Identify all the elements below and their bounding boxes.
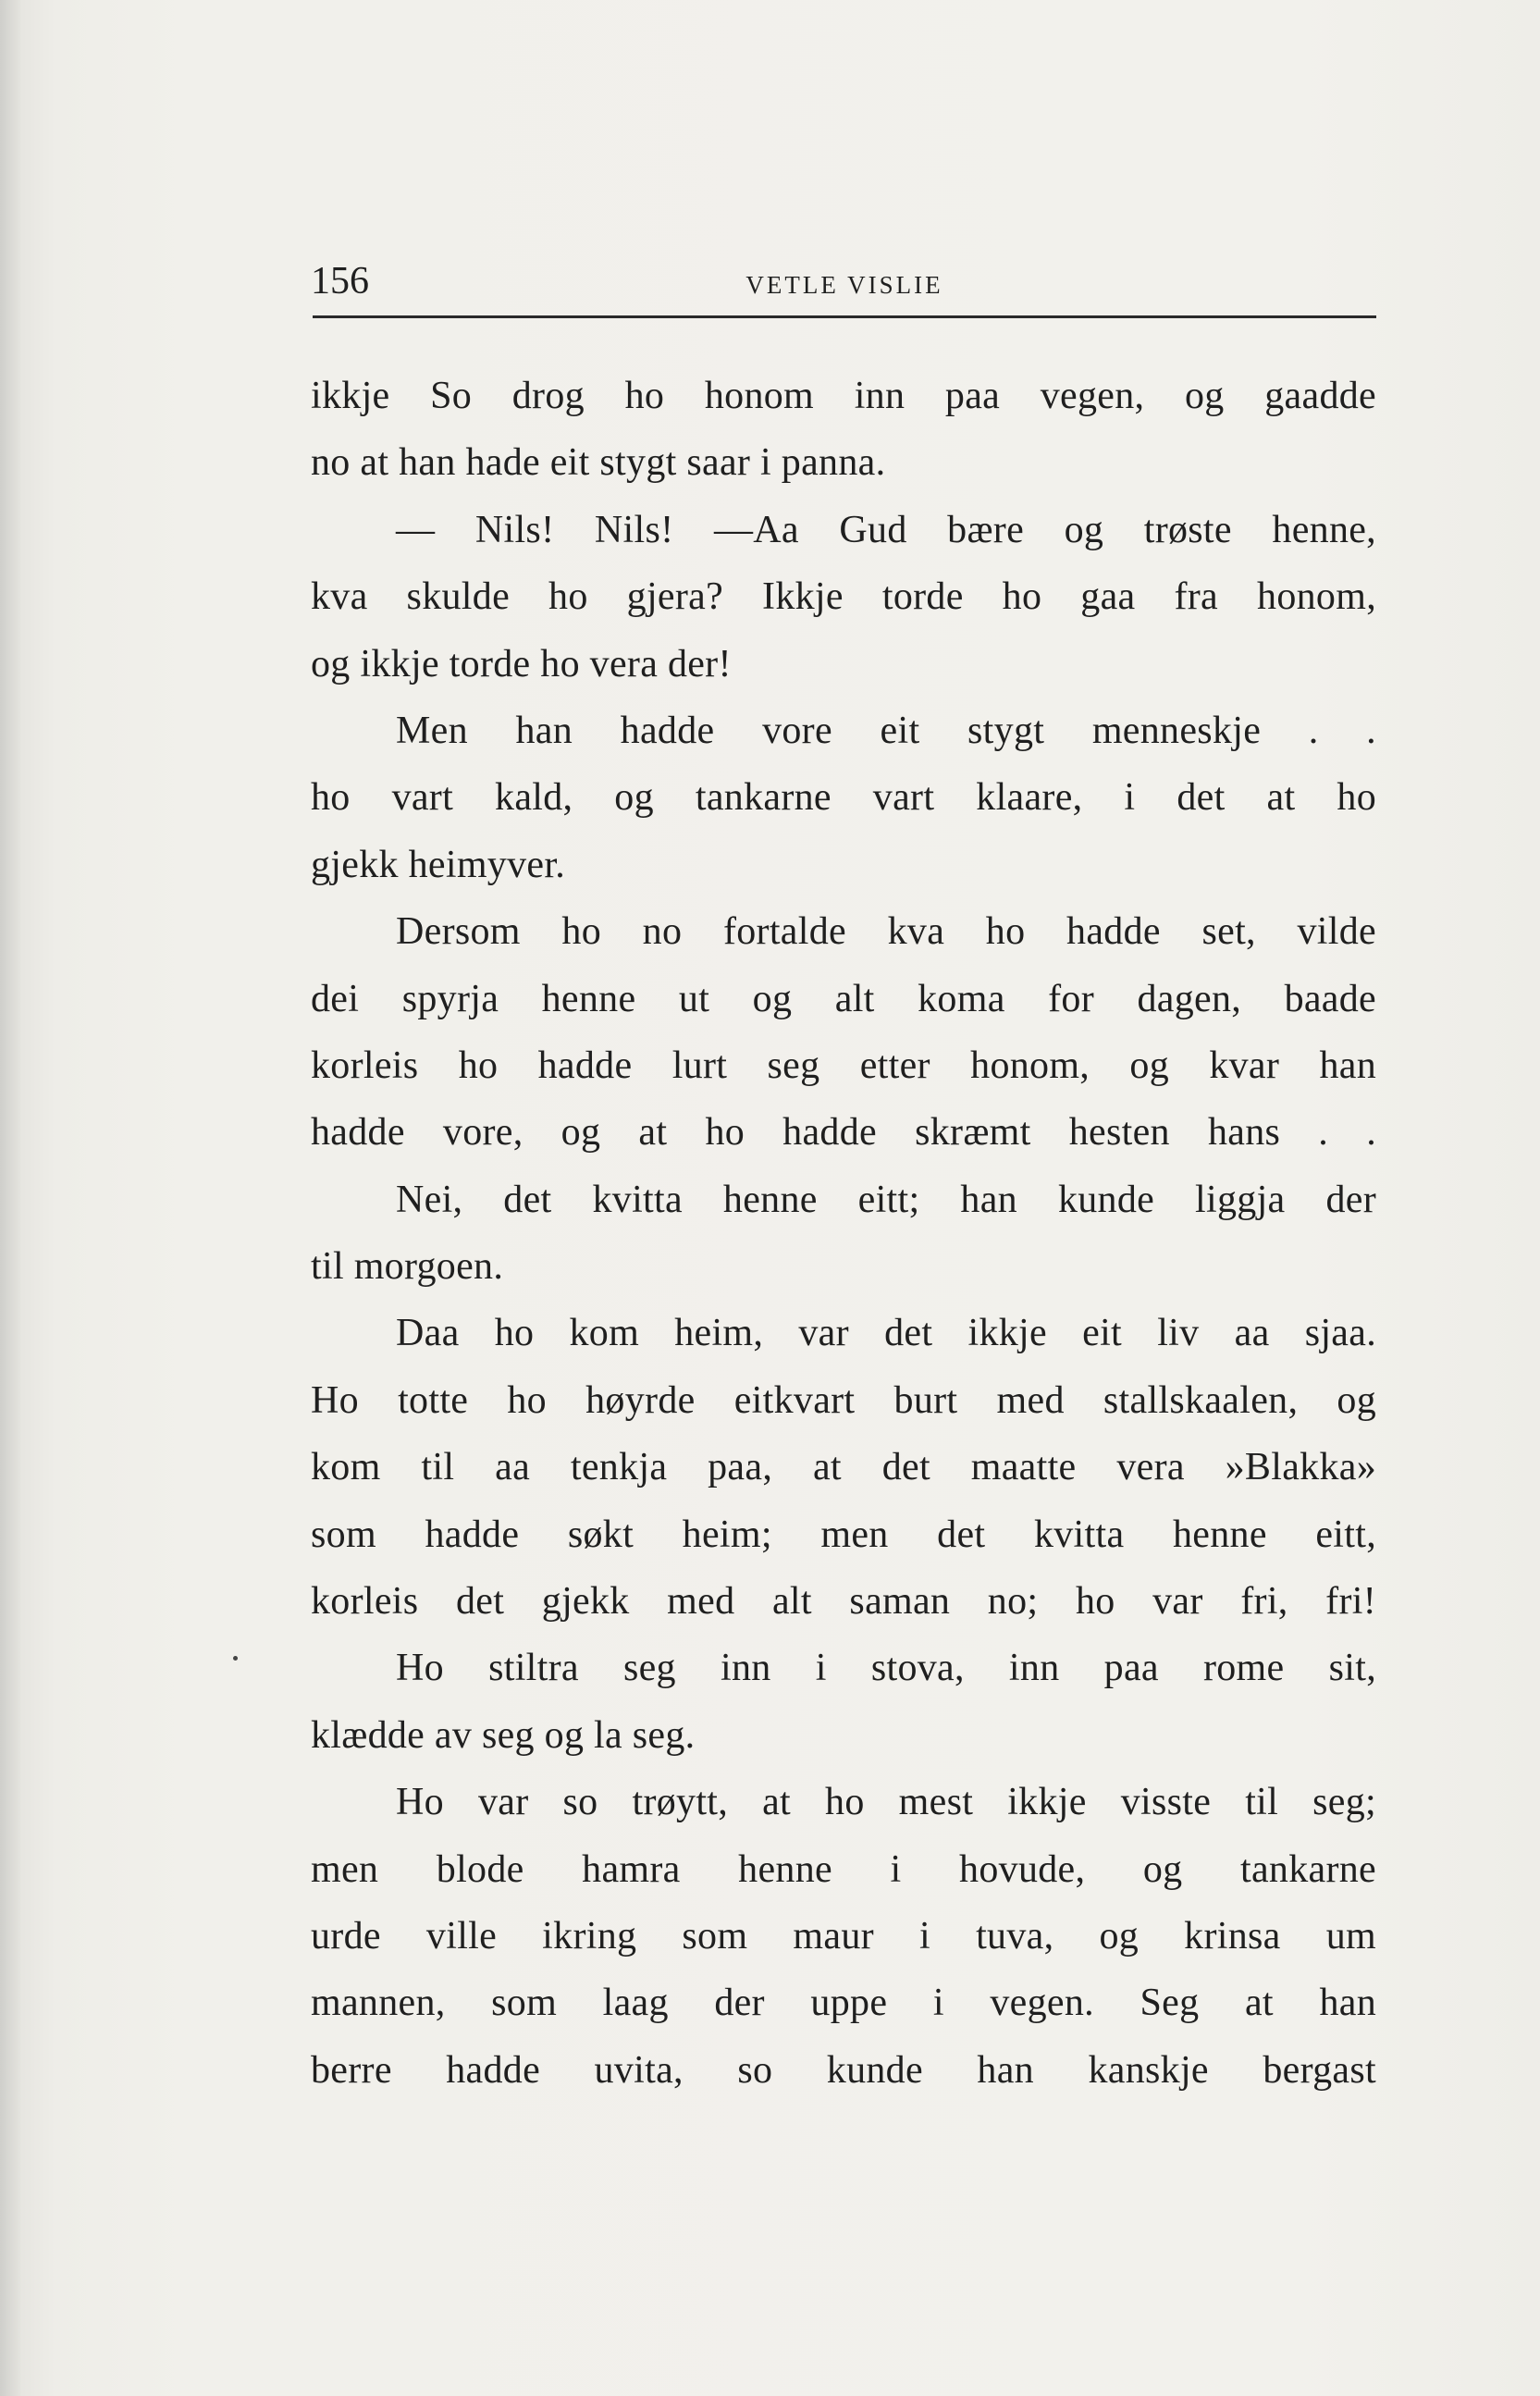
text-line: hadde vore, og at ho hadde skræmt hesten hans . . <box>311 1111 1376 1155</box>
text-line: til morgoen. <box>311 1245 504 1289</box>
text-line: no at han hade eit stygt saar i panna. <box>311 441 886 485</box>
text-line: kom til aa tenkja paa, at det maatte vera »Blakka» <box>311 1446 1376 1489</box>
text-line: Daa ho kom heim, var det ikkje eit liv aa sjaa. <box>396 1312 1376 1355</box>
page-edge-shadow <box>0 0 20 2396</box>
text-line: kva skulde ho gjera? Ikkje torde ho gaa fra honom, <box>311 575 1376 619</box>
ink-speck <box>233 1656 238 1661</box>
text-line: Ho stiltra seg inn i stova, inn paa rome sit, <box>396 1647 1376 1690</box>
text-line: Ho var so trøytt, at ho mest ikkje visste til seg; <box>396 1781 1376 1824</box>
text-line: dei spyrja henne ut og alt koma for dagen, baade <box>311 977 1376 1020</box>
text-line: klædde av seg og la seg. <box>311 1713 696 1757</box>
page-header <box>311 259 1378 318</box>
header-rule <box>313 315 1376 318</box>
page-number: 156 <box>311 260 369 303</box>
text-line: Ho totte ho høyrde eitkvart burt med stallskaalen, og <box>311 1378 1376 1422</box>
text-line: ho vart kald, og tankarne vart klaare, i det at ho <box>311 776 1376 820</box>
body-text <box>311 363 1376 2104</box>
text-line: mannen, som laag der uppe i vegen. Seg at han <box>311 1982 1376 2025</box>
text-line: korleis det gjekk med alt saman no; ho var fri, fri! <box>311 1580 1376 1624</box>
text-line: som hadde søkt heim; men det kvitta henne eitt, <box>311 1513 1376 1556</box>
text-line: korleis ho hadde lurt seg etter honom, og kvar han <box>311 1044 1376 1087</box>
text-line: gjekk heimyver. <box>311 843 566 886</box>
text-line: berre hadde uvita, so kunde han kanskje bergast <box>311 2048 1376 2092</box>
text-line: Dersom ho no fortalde kva ho hadde set, vilde <box>396 910 1376 954</box>
running-title: VETLE VISLIE <box>745 271 943 299</box>
text-line: urde ville ikring som maur i tuva, og krinsa um <box>311 1914 1376 1958</box>
text-line: Men han hadde vore eit stygt menneskje . . <box>396 709 1376 752</box>
text-line: og ikkje torde ho vera der! <box>311 642 732 685</box>
text-line: ikkje So drog ho honom inn paa vegen, og gaadde <box>311 375 1376 417</box>
text-line: men blode hamra henne i hovude, og tankarne <box>311 1847 1376 1891</box>
text-line: Nei, det kvitta henne eitt; han kunde liggja der <box>396 1178 1376 1221</box>
text-line: — Nils! Nils! —Aa Gud bære og trøste henne, <box>396 508 1376 551</box>
